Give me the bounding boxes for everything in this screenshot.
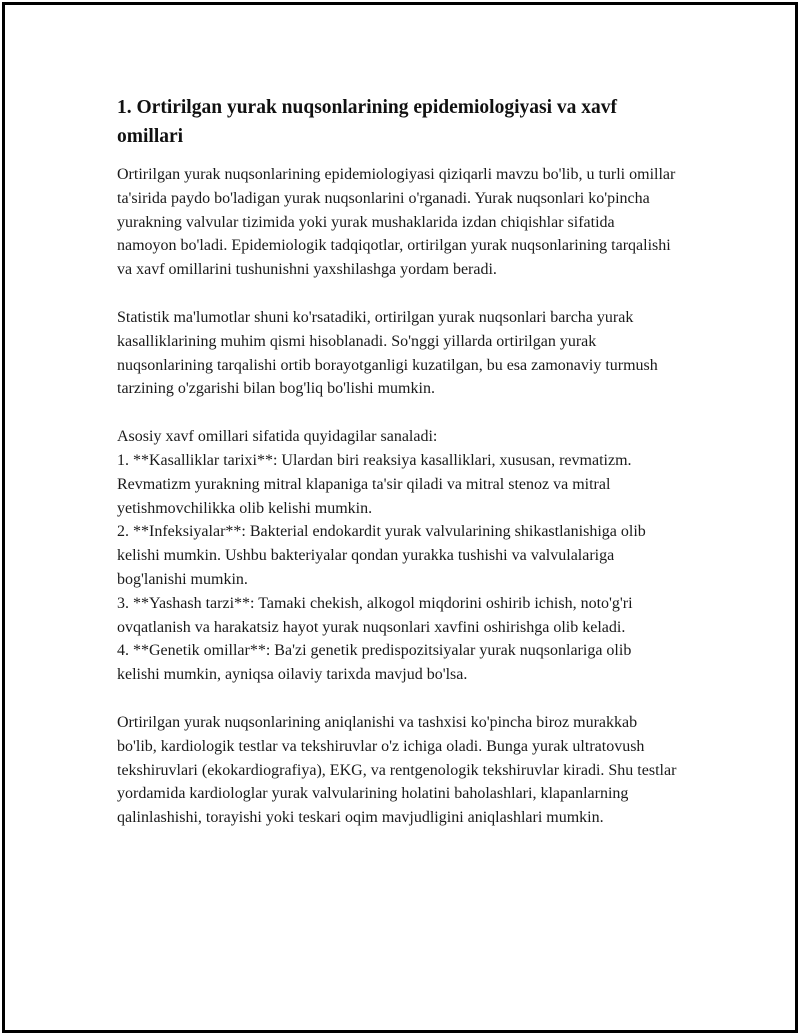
paragraph-diagnosis: Ortirilgan yurak nuqsonlarining aniqlanishi va tashxisi ko'pincha biroz murakkab bo'lib, kardiologik testlar va tekshiruvlar o'z ichiga oladi. Bunga yurak ultratovush tekshiruvlari (ekokardiografiya), EKG, va rentgenologik tekshiruvlar kiradi. Shu testlar yordamida kardiologlar yurak valvularining holatini baholashlari, klapanlarning qalinlashishi, torayishi yoki teskari oqim mavjudligini aniqlashlari mumkin.	[117, 713, 677, 827]
list-item-lifestyle: 3. **Yashash tarzi**: Tamaki chekish, alkogol miqdorini oshirib ichish, noto'g'ri ovqatlanish va harakatsiz hayot yurak nuqsonlari xavfini oshirishga olib keladi.	[117, 594, 633, 636]
document-body	[117, 93, 677, 854]
list-item-genetic-factors: 4. **Genetik omillar**: Ba'zi genetik predispozitsiyalar yurak nuqsonlariga olib kelishi mumkin, ayniqsa oilaviy tarixda mavjud bo'lsa.	[117, 642, 632, 684]
section-heading: 1. Ortirilgan yurak nuqsonlarining epidemiologiyasi va xavf omillari	[117, 97, 618, 147]
list-intro: Asosiy xavf omillari sifatida quyidagilar sanaladi:	[117, 428, 438, 446]
risk-factor-list	[117, 425, 677, 687]
paragraph-intro: Ortirilgan yurak nuqsonlarining epidemiologiyasi qiziqarli mavzu bo'lib, u turli omillar ta'sirida paydo bo'ladigan yurak nuqsonlarini o'rganadi. Yurak nuqsonlari ko'pincha yurakning valvular tizimida yoki yurak mushaklarida izdan chiqishlar sifatida namoyon bo'ladi. Epidemiologik tadqiqotlar, ortirilgan yurak nuqsonlarining tarqalishi va xavf omillarini tushunishni yaxshilashga yordam beradi.	[117, 166, 676, 279]
paragraph-statistics: Statistik ma'lumotlar shuni ko'rsatadiki, ortirilgan yurak nuqsonlari barcha yurak kasalliklarining muhim qismi hisoblanadi. So'nggi yillarda ortirilgan yurak nuqsonlarining tarqalishi ortib borayotganligi kuzatilgan, bu esa zamonaviy turmush tarzining o'zgarishi bilan bog'liq bo'lishi mumkin.	[117, 308, 658, 398]
list-item-medical-history: 1. **Kasalliklar tarixi**: Ulardan biri reaksiya kasalliklari, xususan, revmatizm. Revmatizm yurakning mitral klapaniga ta'sir qiladi va mitral stenoz va mitral yetishmovchilikka olib kelishi mumkin.	[117, 451, 632, 517]
list-item-infections: 2. **Infeksiyalar**: Bakterial endokardit yurak valvularining shikastlanishiga olib kelishi mumkin. Ushbu bakteriyalar qondan yurakka tushishi va valvulalariga bog'lanishi mumkin.	[117, 523, 646, 588]
